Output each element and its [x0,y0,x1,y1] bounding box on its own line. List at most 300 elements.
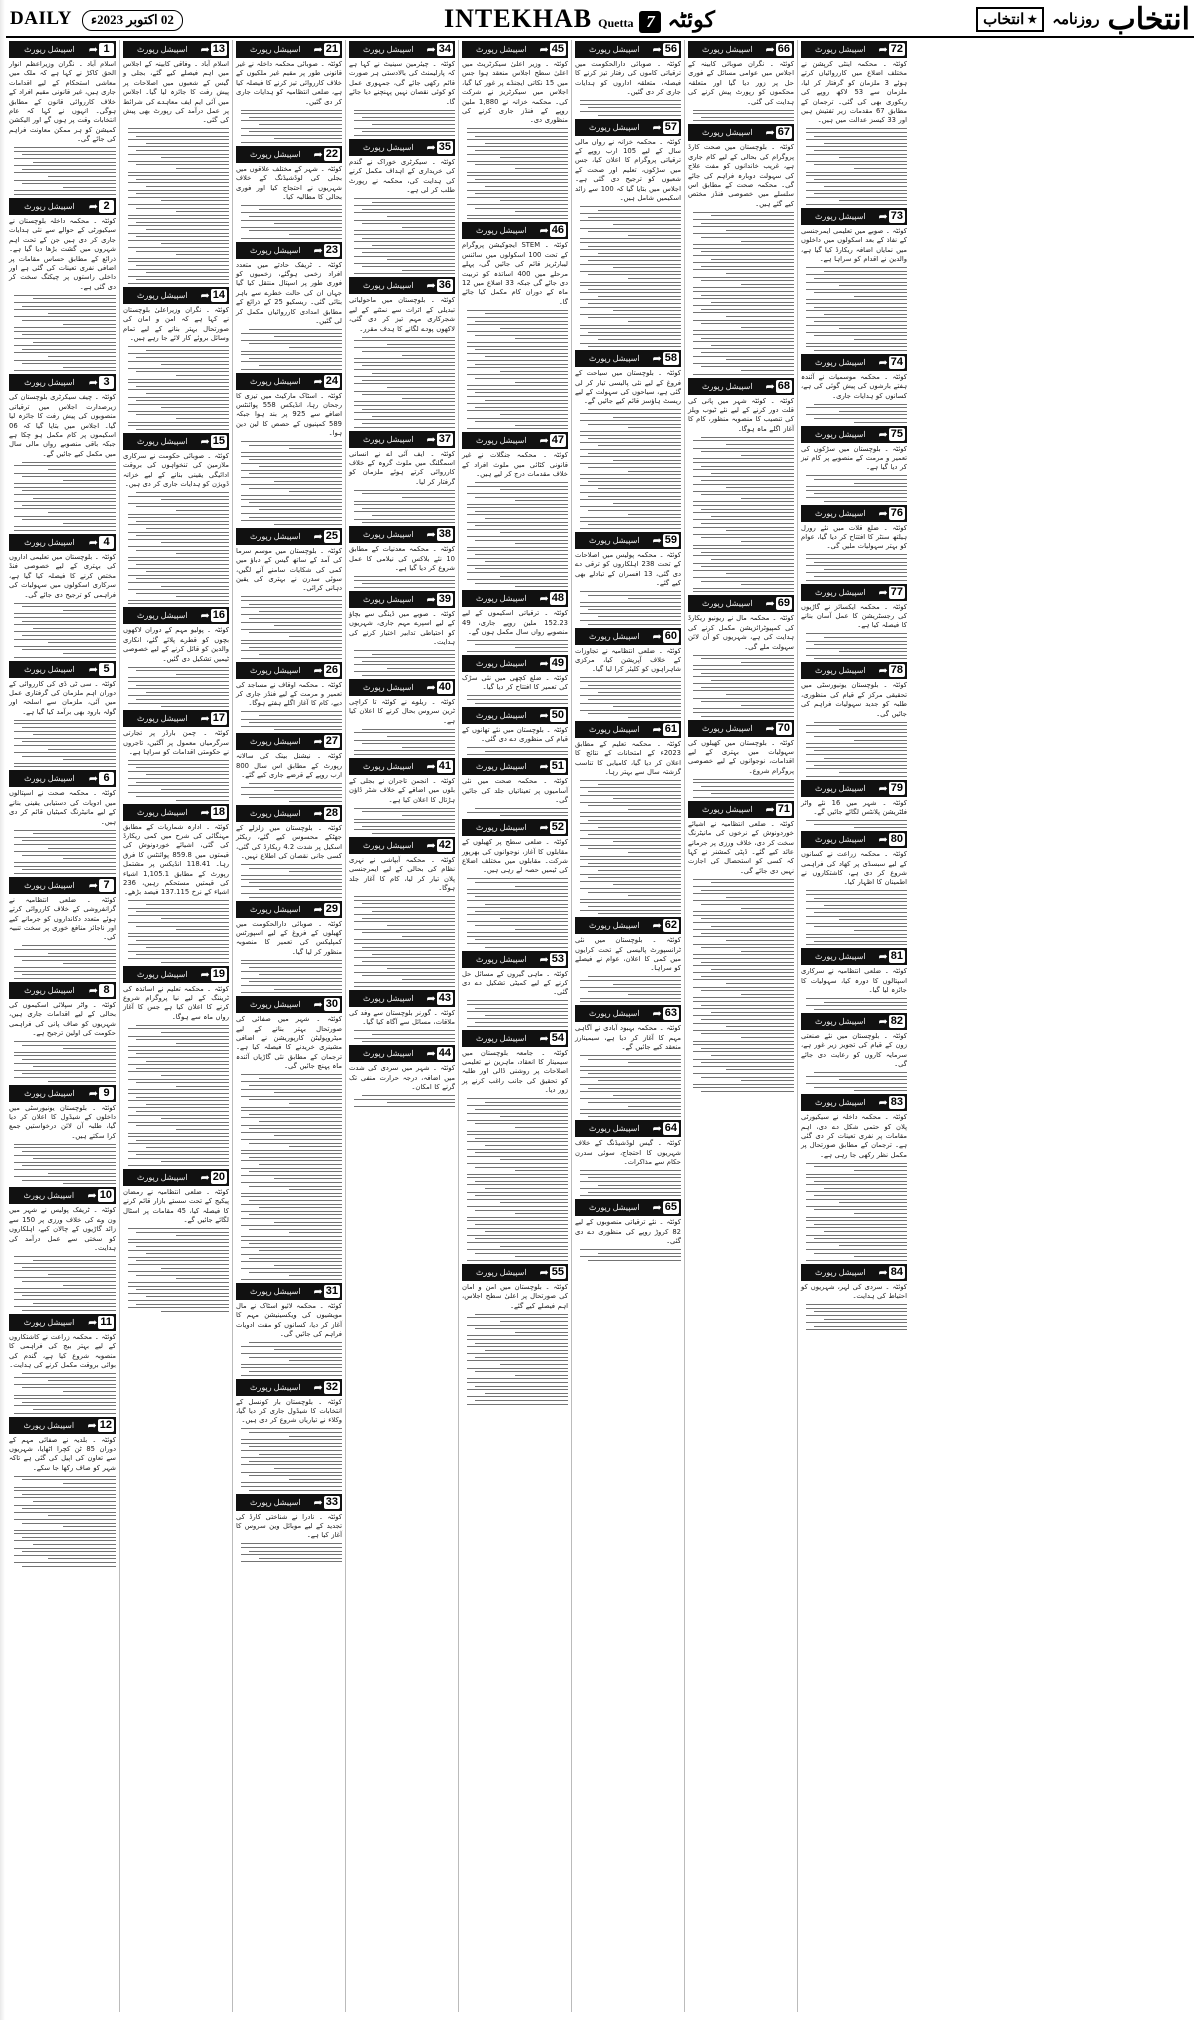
text-line [259,209,342,210]
article-body: کوئٹہ ۔ شہر میں 16 نئے واٹر فلٹریشن پلانٹس لگائے جائیں گے۔ [801,798,907,816]
text-line [693,505,794,506]
article-headline-bar[interactable] [801,662,907,679]
text-line [241,1472,342,1473]
logo-text: انتخاب [983,11,1025,28]
article-kicker: اسپیشل رپورٹ [588,536,640,545]
text-line [806,310,907,311]
text-line [128,225,229,226]
text-line [613,884,681,885]
text-line [241,629,342,630]
article [801,662,907,776]
text-line [241,1364,342,1365]
article-headline-bar[interactable] [801,780,907,797]
text-line [362,209,455,210]
article-headline-bar[interactable] [462,951,568,968]
arrow-icon: ➦ [652,920,662,933]
article-headline-bar[interactable] [462,41,568,58]
text-line [146,272,229,273]
article-headline-bar[interactable] [575,1199,681,1216]
text-line [241,1543,342,1544]
arrow-icon: ➦ [878,356,888,369]
text-line [22,519,116,520]
article-kicker: اسپیشل رپورٹ [475,1267,527,1277]
article-headline-bar[interactable] [462,655,568,672]
text-line [693,469,794,470]
text-line [467,175,568,176]
article-headline-bar[interactable] [801,354,907,371]
article [123,804,229,963]
text-line [22,974,116,975]
text-line [806,641,907,642]
text-line [354,220,455,221]
article-headline-bar[interactable] [349,41,455,58]
text-line [806,414,907,415]
text-line [711,345,794,346]
text-line [136,782,229,783]
article-headline-bar[interactable] [688,720,794,737]
text-line [48,512,116,513]
article-text-lines [575,591,681,624]
article-headline-bar[interactable] [575,350,681,367]
text-line [362,1095,455,1096]
text-line [128,190,229,191]
text-line [693,501,794,502]
article-headline-bar[interactable] [123,966,229,983]
text-line [362,508,455,509]
text-line [467,486,568,487]
text-line [741,662,794,663]
text-line [711,969,794,970]
text-line [726,940,794,941]
article-headline-bar[interactable] [9,661,116,678]
text-line [362,811,455,812]
article-text-lines [801,633,907,659]
article-body: کوئٹہ ۔ واٹر سپلائی اسکیموں کی بحالی کے لیے اقدامات جاری ہیں، شہریوں کو صاف پانی کی فراہمی حکومت کی اولین ترجیح ہے۔ [9,1000,116,1037]
text-line [693,458,794,459]
arrow-icon: ➦ [200,610,210,623]
text-line [806,325,907,326]
article-headline-bar[interactable] [236,996,342,1013]
article-headline-bar[interactable] [236,1494,342,1511]
article-text-lines [801,1304,907,1330]
article-headline-bar[interactable] [9,770,116,787]
article-headline-bar[interactable] [688,801,794,818]
article-headline-bar[interactable] [349,758,455,775]
article-body: کوئٹہ ۔ بلوچستان میں نئی ٹرانسپورٹ پالیسی کے تحت کرایوں میں کمی کا اعلان، عوام نے فیصلے کو سراہا۔ [575,936,681,973]
text-line [128,1158,229,1159]
article-number: 50 [551,708,564,721]
text-line [693,462,794,463]
text-line [289,801,342,802]
text-line [259,1121,342,1122]
text-line [814,1238,907,1239]
text-line [598,339,681,340]
text-line [289,871,342,872]
article-headline-bar[interactable] [575,721,681,738]
article [575,119,681,348]
text-line [701,223,794,224]
article-headline-bar[interactable] [349,679,455,696]
text-line [289,1275,342,1276]
text-line [128,146,229,147]
text-line [467,1360,568,1361]
text-line [824,905,907,906]
article-headline-bar[interactable] [9,1417,116,1434]
article-headline-bar[interactable] [801,41,907,58]
article-headline-bar[interactable] [462,1030,568,1047]
text-line [136,506,229,507]
text-line [22,1508,116,1509]
text-line [14,1540,116,1541]
text-line [741,994,794,995]
text-line [14,338,116,339]
article-headline-bar[interactable] [462,758,568,775]
article-headline-bar[interactable] [801,1094,907,1111]
article-headline-bar[interactable] [575,119,681,136]
text-line [467,342,568,343]
article-headline-bar[interactable] [9,982,116,999]
text-line [249,230,342,231]
article-headline-bar[interactable] [688,378,794,395]
article-headline-bar[interactable] [236,901,342,918]
text-line [161,364,229,365]
article-headline-bar[interactable] [9,1085,116,1102]
article-kicker: اسپیشل رپورٹ [249,245,301,255]
article-headline-bar[interactable] [462,819,568,836]
article-kicker: اسپیشل رپورٹ [588,1009,640,1019]
article-headline-bar[interactable] [575,41,681,58]
text-line [241,513,342,514]
text-line [14,862,116,863]
text-line [839,328,907,329]
text-line [289,1360,342,1361]
text-line [249,722,342,723]
text-line [362,266,455,267]
article-kicker: اسپیشل رپورٹ [362,683,414,693]
text-line [136,1111,229,1112]
text-line [693,291,794,292]
article-headline-bar[interactable] [462,432,568,449]
article [801,584,907,660]
text-line [693,448,794,449]
article-headline-bar[interactable] [123,710,229,727]
text-line [598,1185,681,1186]
text-line [354,412,455,413]
article-headline-bar[interactable] [575,628,681,645]
article-number: 57 [664,120,677,133]
text-line [693,690,794,691]
article-number: 84 [890,1265,903,1278]
article-headline-bar[interactable] [9,1314,116,1331]
text-line [467,1113,568,1114]
article [462,590,568,652]
text-line [839,200,907,201]
article-headline-bar[interactable] [9,374,116,391]
arrow-icon: ➦ [313,1381,323,1394]
text-line [580,463,681,464]
text-line [693,440,794,441]
text-line [128,1242,229,1243]
text-line [241,1268,342,1269]
article-headline-bar[interactable] [349,431,455,448]
article-headline-bar[interactable] [123,433,229,450]
text-line [241,238,342,239]
arrow-icon: ➦ [878,1097,888,1110]
text-line [693,979,794,980]
arrow-icon: ➦ [88,377,98,390]
text-line [726,230,794,231]
text-line [467,197,568,198]
article-kicker: اسپیشل رپورٹ [362,142,414,152]
article-text-lines [575,976,681,1002]
text-line [824,314,907,315]
article-headline-bar[interactable] [688,124,794,141]
text-line [241,893,342,894]
text-line [354,939,455,940]
article-headline-bar[interactable] [462,590,568,607]
article-body: کوئٹہ ۔ بلوچستان میں نئے صنعتی زون کے قیام کی تجویز زیر غور ہے، سرمایہ کاروں کو رعایت دی جائے گی۔ [801,1031,907,1069]
text-line [598,692,681,693]
text-line [726,359,794,360]
text-line [701,976,794,977]
text-line [806,908,907,909]
arrow-icon: ➦ [313,736,323,749]
text-line [741,584,794,585]
article-headline-bar[interactable] [801,426,907,443]
article [9,1085,116,1185]
article-headline-bar[interactable] [801,948,907,965]
article-body: کوئٹہ ۔ ادارہ شماریات کے مطابق مہنگائی کی شرح میں کمی ریکارڈ کی گئی، اشیائے خوردونوش کی قیمتوں میں 859.8 پوائنٹس کا فرق رہا۔ 118.41 انڈیکس پر مشتمل رپورٹ کے مطابق 1,105.1 اشیاء کی قیمتیں مستحکم رہیں، 236 اشیاء کے نرخ 137.115 فیصد بڑھے۔ [123,822,229,897]
article-headline-bar[interactable] [349,139,455,156]
text-line [693,512,794,513]
article-number: 31 [325,1285,338,1298]
article [462,432,568,587]
text-line [249,1258,342,1259]
article-text-lines [9,1476,116,1567]
text-line [136,550,229,551]
text-line [128,1286,229,1287]
article-headline-bar[interactable] [801,208,907,225]
text-line [128,1046,229,1047]
text-line [249,1461,342,1462]
text-line [475,349,568,350]
article-headline-bar[interactable] [462,707,568,724]
arrow-icon: ➦ [878,1266,888,1279]
article-headline-bar[interactable] [236,1283,342,1300]
text-line [580,780,681,781]
arrow-icon: ➦ [426,280,436,293]
text-line [598,445,681,446]
article-body: کوئٹہ ۔ ضلعی انتظامیہ نے رمضان پیکیج کے تحت سستے بازار قائم کرنے کا فیصلہ کیا، 45 مقامات پر اسٹال لگائے جائیں گے۔ [123,1187,230,1225]
text-line [588,624,681,625]
text-line [741,1037,794,1038]
article-headline-bar[interactable] [236,146,342,163]
text-line [136,179,229,180]
article-headline-bar[interactable] [236,805,342,822]
article [688,595,794,716]
text-line [136,564,229,565]
article-body: کوئٹہ ۔ محکمہ خزانہ نے رواں مالی سال کے لیے 105 ارب روپے کے ترقیاتی پروگرام کا اعلان کیا، جس میں سڑکوں، تعلیم اور صحت کے شعبوں کو ترجیح دی گئی ہے۔ اجلاس میں بتایا گیا کہ 100 سے زائد اسکیمیں شامل ہیں۔ [575,137,681,203]
text-line [14,1070,116,1071]
article-body: کوئٹہ ۔ ماہی گیروں کے مسائل حل کرنے کے لیے کمیٹی تشکیل دے دی گئی۔ [462,969,568,997]
article-headline-bar[interactable] [575,532,681,549]
text-line [701,309,794,310]
article-headline-bar[interactable] [349,1045,455,1062]
text-line [128,667,229,668]
text-line [806,132,907,133]
text-line [48,1380,116,1381]
text-line [241,1153,342,1154]
text-line [289,636,342,637]
article-body: کوئٹہ ۔ پولیو مہم کے دوران لاکھوں بچوں کو قطرے پلائے گئے، انکاری والدین کو قائل کرنے کے لیے خصوصی ٹیمیں تشکیل دی گئیں۔ [123,626,229,663]
text-line [726,487,794,488]
text-line [241,1279,342,1280]
article-headline-bar[interactable] [236,373,342,390]
arrow-icon: ➦ [313,664,323,677]
article-headline-bar[interactable] [801,1013,907,1030]
article-headline-bar[interactable] [688,595,794,612]
text-line [693,1023,794,1024]
article [123,433,229,605]
article-number: 53 [551,952,564,965]
text-line [22,1180,116,1181]
article-headline-bar[interactable] [123,1169,229,1186]
article [236,41,342,143]
text-line [249,459,342,460]
text-line [128,1133,229,1134]
text-line [128,1239,229,1240]
text-line [249,618,342,619]
article-number: 35 [438,140,451,153]
text-line [806,754,907,755]
text-line [14,180,116,181]
text-line [693,233,794,234]
text-line [354,587,455,588]
article-kicker: اسپیشل رپورٹ [588,724,640,734]
article-headline-bar[interactable] [123,804,229,821]
text-line [241,726,342,727]
text-line [726,694,794,695]
text-line [241,1464,342,1465]
text-line [580,431,681,432]
article-headline-bar[interactable] [801,1264,907,1281]
arrow-icon: ➦ [878,834,888,847]
article-headline-bar[interactable] [9,1187,116,1204]
article-headline-bar[interactable] [801,505,907,522]
text-line [354,519,455,520]
text-line [613,841,681,842]
text-line [580,987,681,988]
article-headline-bar[interactable] [9,877,116,894]
article-body: کوئٹہ ۔ محکمہ داخلہ نے سیکیورٹی پلان کو حتمی شکل دے دی، اہم مقامات پر نفری تعینات کر دی گئی ہے۔ ترجمان کے مطابق صورتحال پر مکمل نظر رکھی جا رہی ہے۔ [801,1113,907,1159]
article-headline-bar[interactable] [801,831,907,848]
text-line [580,264,681,265]
article-headline-bar[interactable] [236,242,342,259]
arrow-icon: ➦ [765,598,775,611]
col-6 [571,40,684,2012]
text-line [372,954,455,955]
article-number: 73 [890,209,903,222]
article-kicker: اسپیشل رپورٹ [701,45,753,54]
article-headline-bar[interactable] [9,198,116,215]
article-headline-bar[interactable] [236,662,342,679]
article-headline-bar[interactable] [236,733,342,750]
text-line [354,120,455,121]
text-line [580,681,681,682]
text-line [500,328,568,329]
text-line [14,873,116,874]
article-headline-bar[interactable] [575,917,681,934]
article-headline-bar[interactable] [123,41,229,58]
text-line [500,1321,568,1322]
text-line [598,210,681,211]
article-headline-bar[interactable] [462,1264,568,1281]
text-line [467,1353,568,1354]
article-headline-bar[interactable] [236,41,342,58]
text-line [580,856,681,857]
text-line [249,981,342,982]
text-line [806,820,907,821]
article-kicker: اسپیشل رپورٹ [362,1049,414,1059]
text-line [814,350,907,351]
text-line [249,1432,342,1433]
text-line [814,722,907,723]
article-headline-bar[interactable] [349,277,455,294]
arrow-icon: ➦ [765,44,775,56]
text-line [249,1128,342,1129]
text-line [806,204,907,205]
text-line [14,516,116,517]
article-headline-bar[interactable] [462,222,568,239]
text-line [485,356,568,357]
article-text-lines [801,475,907,501]
article-headline-bar[interactable] [349,591,455,608]
text-line [22,1310,116,1311]
article-headline-bar[interactable] [349,990,455,1007]
article-headline-bar[interactable] [349,526,455,543]
text-line [693,110,794,111]
article-body: کوئٹہ ۔ وزیر اعلیٰ سیکرٹریٹ میں اعلیٰ سطح اجلاس منعقد ہوا جس میں 15 نکاتی ایجنڈے پر غور کیا گیا، اجلاس میں سیکرٹریز نے شرکت کی۔ محکمہ خزانہ نے 1,880 ملین روپے کے فنڈز جاری کرنے کی منظوری دی۔ [462,60,568,125]
text-line [362,1041,455,1042]
text-line [259,611,342,612]
text-line [580,314,681,315]
text-line [580,474,681,475]
text-line [580,899,681,900]
text-line [14,763,116,764]
article-headline-bar[interactable] [575,1005,681,1022]
article-headline-bar[interactable] [236,528,342,545]
article-headline-bar[interactable] [123,607,229,624]
text-line [146,1061,229,1062]
article-headline-bar[interactable] [349,837,455,854]
article-headline-bar[interactable] [9,41,116,58]
article-headline-bar[interactable] [9,534,116,551]
text-line [806,1308,907,1309]
text-line [839,411,907,412]
article-headline-bar[interactable] [688,41,794,58]
text-line [580,485,681,486]
article-kicker: اسپیشل رپورٹ [136,436,188,446]
arrow-icon: ➦ [539,822,549,835]
article-kicker: اسپیشل رپورٹ [249,665,301,675]
article-headline-bar[interactable] [123,287,229,304]
text-line [14,1384,116,1385]
text-line [128,1307,229,1308]
article-headline-bar[interactable] [801,584,907,601]
article-headline-bar[interactable] [575,1120,681,1137]
article-headline-bar[interactable] [236,1379,342,1396]
article-number: 46 [551,224,564,237]
